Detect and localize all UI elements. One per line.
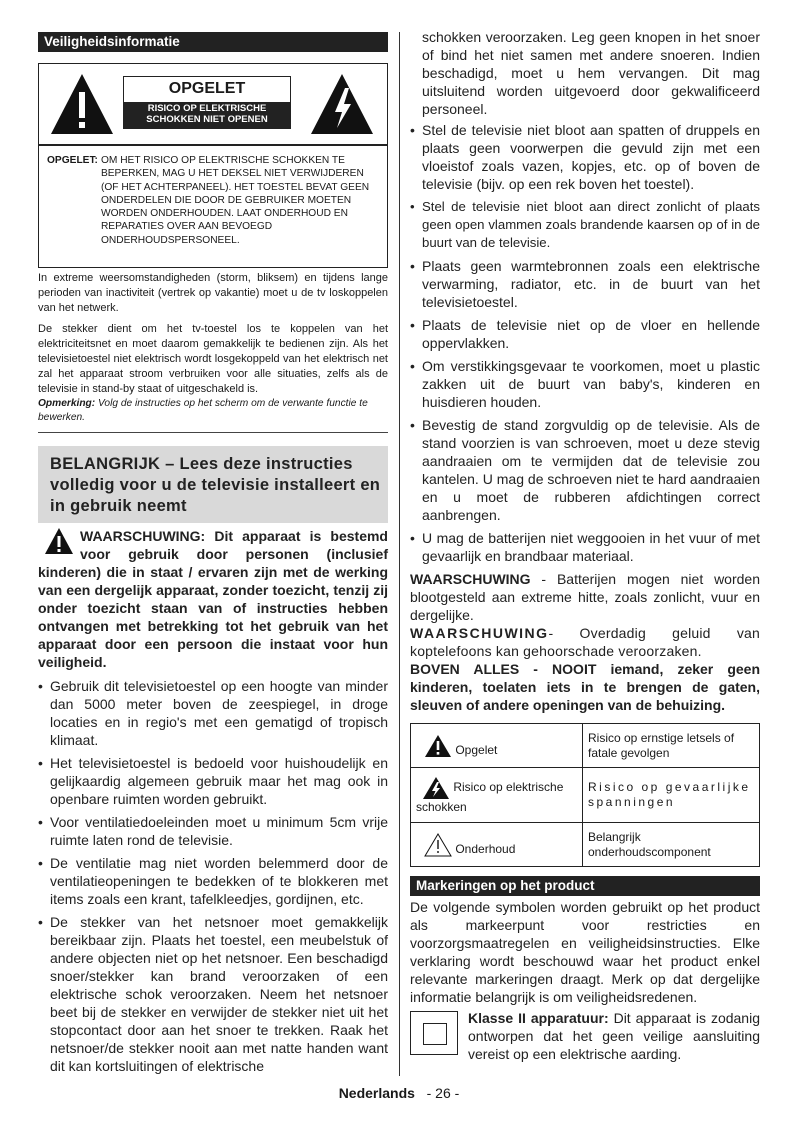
list-item: • Plaats de televisie niet op de vloer en hellende oppervlakken.	[410, 316, 760, 352]
sound-warning-text: - Overdadig geluid van koptelefoons kan gehoorschade veroorzaken.	[410, 625, 760, 659]
caution-box-divider	[39, 144, 387, 146]
warning-paragraph	[38, 527, 388, 671]
sound-warning	[410, 624, 760, 660]
caution-text	[47, 154, 381, 247]
left-bullet-list	[38, 677, 388, 1075]
class2-block	[410, 1009, 760, 1063]
right-bullet-list	[410, 121, 760, 565]
divider-line	[38, 432, 388, 433]
symbol-meaning: Risico op ernstige letsels of fatale gevolgen	[583, 724, 760, 768]
symbol-meaning: Risico op gevaarlijke spanningen	[583, 768, 760, 823]
symbol-cell	[411, 724, 583, 768]
paragraph-plug: De stekker dient om het tv-toestel los te koppelen van het elektriciteitsnet en moet daarom gemakkelijk te bedienen zijn. Als het televisietoestel niet elektrisch wordt losgekoppeld van het elektrisch net zal het apparaat stroom verbruiken voor alle situaties, zelfs als de televisie in stand-by staat of uitgeschakeld is.	[38, 323, 388, 395]
warning-paragraph-text: WAARSCHUWING: Dit apparaat is bestemd voor gebruik door personen (inclusief kinderen) die in staat / ervaren zijn met de werking van een dergelijk apparaat, zonder toezicht, tenzij zij onder toezicht staan van of instructies hebben ontvangen met betrekking tot het gebruik van het apparaat door een persoon die instaat voor hun veiligheid.	[38, 528, 388, 670]
list-item: • De ventilatie mag niet worden belemmerd door de ventilatieopeningen te bedekken of te blokkeren met items zoals een krant, tafelkleedjes, gordijnen, etc.	[38, 854, 388, 908]
boven-alles-warning: BOVEN ALLES - NOOIT iemand, zeker geen kinderen, toelaten iets in te brengen de gaten, sleuven of andere openingen van de behuizing.	[410, 661, 760, 713]
battery-warning-label: WAARSCHUWING	[410, 571, 531, 587]
list-item: • Gebruik dit televisietoestel op een hoogte van minder dan 5000 meter boven de zeespiegel, in droge locaties en in regio's met een gematigd of tropisch klimaat.	[38, 677, 388, 749]
left-column	[38, 32, 388, 1080]
symbol-label: Onderhoud	[455, 841, 516, 856]
class2-label: Klasse II apparatuur:	[468, 1010, 609, 1026]
footer-page-number: - 26 -	[426, 1085, 460, 1101]
caution-text-body: OM HET RISICO OP ELEKTRISCHE SCHOKKEN TE BEPERKEN, MAG U HET DEKSEL NIET VERWIJDEREN (OF HET ACHTERPANEEL). HET TOESTEL BEVAT GEEN ONDERDELEN DIE DOOR DE GEBRUIKER MOETEN WORDEN ONDERHOUDEN. LAAT ONDERHOUD EN REPARATIES OVER AAN BEVOEGD ONDERHOUDSPERSONEEL.	[100, 155, 370, 246]
list-item: • Stel de televisie niet bloot aan direct zonlicht of plaats geen open vlammen zoals brandende kaarsen op of in de buurt van de televisie.	[410, 198, 760, 252]
column-divider	[399, 32, 400, 1076]
caution-box	[38, 63, 388, 268]
caution-heading: OPGELET	[168, 80, 246, 97]
caution-text-label: OPGELET:	[47, 155, 98, 166]
warning-triangle-icon	[44, 527, 76, 555]
caution-label-box	[123, 76, 291, 129]
list-item: • Om verstikkingsgevaar te voorkomen, moet u plastic zakken uit de buurt van baby's, kinderen en huisdieren houden.	[410, 357, 760, 411]
note	[38, 397, 388, 424]
right-column	[410, 28, 760, 1063]
note-text: Volg de instructies op het scherm om de verwante functie te bewerken.	[38, 398, 368, 423]
symbol-table	[410, 723, 760, 867]
battery-warning-text: - Batterijen mogen niet worden blootgesteld aan extreme hitte, zoals zonlicht, vuur en dergelijke.	[410, 571, 760, 623]
maintenance-triangle-icon	[424, 833, 452, 857]
markings-paragraph: De volgende symbolen worden gebruikt op het product als markeerpunt voor restricties en voorzorgsmaatregelen en veiligheidsinstructies. Elke verklaring wordt beschouwd waar het product enkel relevante markeringen draagt. Merk op dat dergelijke informatie belangrijk is om veiligheidsredenen.	[410, 899, 760, 1005]
table-row	[411, 823, 760, 867]
paragraph-weather: In extreme weersomstandigheden (storm, bliksem) en tijdens lange perioden van inactiviteit (vertrek op vakantie) moet u de tv loskoppelen van het netwerk.	[38, 272, 388, 314]
list-item: • Bevestig de stand zorgvuldig op de televisie. Als de stand voorzien is van schroeven, moet u deze stevig aandraaien om te vermijden dat de televisie zou kantelen. U mag de schroeven niet te hard aandraaien en u moet de rubberen afdichtingen correct aanbrengen.	[410, 416, 760, 524]
sound-warning-label: WAARSCHUWING	[410, 625, 549, 641]
symbol-cell	[411, 768, 583, 823]
table-row	[411, 768, 760, 823]
continuation-text: schokken veroorzaken. Leg geen knopen in het snoer of bind het niet samen met andere snoeren. Indien beschadigd, moet u hem vervangen. Dit mag uitsluitend worden uitgevoerd door gekwalificeerd personeel.	[422, 29, 760, 117]
exclamation-triangle-icon	[49, 72, 115, 136]
list-item: • U mag de batterijen niet weggooien in het vuur of met gevaarlijk en brandbaar materiaal.	[410, 529, 760, 565]
lightning-triangle-icon	[309, 72, 375, 136]
symbol-label: Opgelet	[455, 742, 498, 757]
battery-warning	[410, 570, 760, 624]
symbol-label: Risico op elektrische schokken	[416, 779, 564, 814]
list-item: • Plaats geen warmtebronnen zoals een elektrische verwarming, radiator, etc. in de buurt van het televisietoestel.	[410, 257, 760, 311]
intro-paragraphs	[38, 271, 388, 397]
page-footer	[0, 1085, 798, 1101]
list-item: • De stekker van het netsnoer moet gemakkelijk bereikbaar zijn. Plaats het toestel, een meubelstuk of andere objecten niet op het netsnoer. Een beschadigd snoer/stekker kan brand veroorzaken of een elektrische schok veroorzaken. Neem het netsnoer beet bij de stekker en verwijder de stekker niet uit het stopcontact door aan het snoer te trekken. Raak het netsnoer/de stekker nooit aan met natte handen want dit kan kortsluitingen of elektrische	[38, 913, 388, 1075]
class2-double-square-icon	[410, 1011, 458, 1055]
section-title-safety: Veiligheidsinformatie	[38, 32, 388, 52]
class2-text: Dit apparaat is zodanig ontworpen dat het geen veilige aansluiting vereist op een elektrische aarding.	[468, 1010, 760, 1062]
footer-language: Nederlands	[338, 1085, 415, 1101]
list-item: • Het televisietoestel is bedoeld voor huishoudelijk en gelijkaardig algemeen gebruik maar het mag ook in openbare ruimten worden gebruikt.	[38, 754, 388, 808]
caution-triangle-icon	[424, 734, 452, 758]
list-item: • Stel de televisie niet bloot aan spatten of druppels en plaats geen voorwerpen die gevuld zijn met een vloeistof zoals vazen, kopjes, etc. op of boven de televisie (bijv. op een rek boven het toestel).	[410, 121, 760, 193]
symbol-cell	[411, 823, 583, 867]
important-box: BELANGRIJK – Lees deze instructies volledig voor u de televisie installeert en in gebruik neemt	[38, 446, 388, 523]
section-title-markings: Markeringen op het product	[410, 876, 760, 896]
list-item: • Voor ventilatiedoeleinden moet u minimum 5cm vrije ruimte laten rond de televisie.	[38, 813, 388, 849]
note-label: Opmerking:	[38, 398, 96, 409]
table-row	[411, 724, 760, 768]
electric-shock-triangle-icon	[422, 776, 450, 800]
caution-subheading: RISICO OP ELEKTRISCHE SCHOKKEN NIET OPENEN	[124, 102, 290, 128]
symbol-meaning: Belangrijk onderhoudscomponent	[583, 823, 760, 867]
